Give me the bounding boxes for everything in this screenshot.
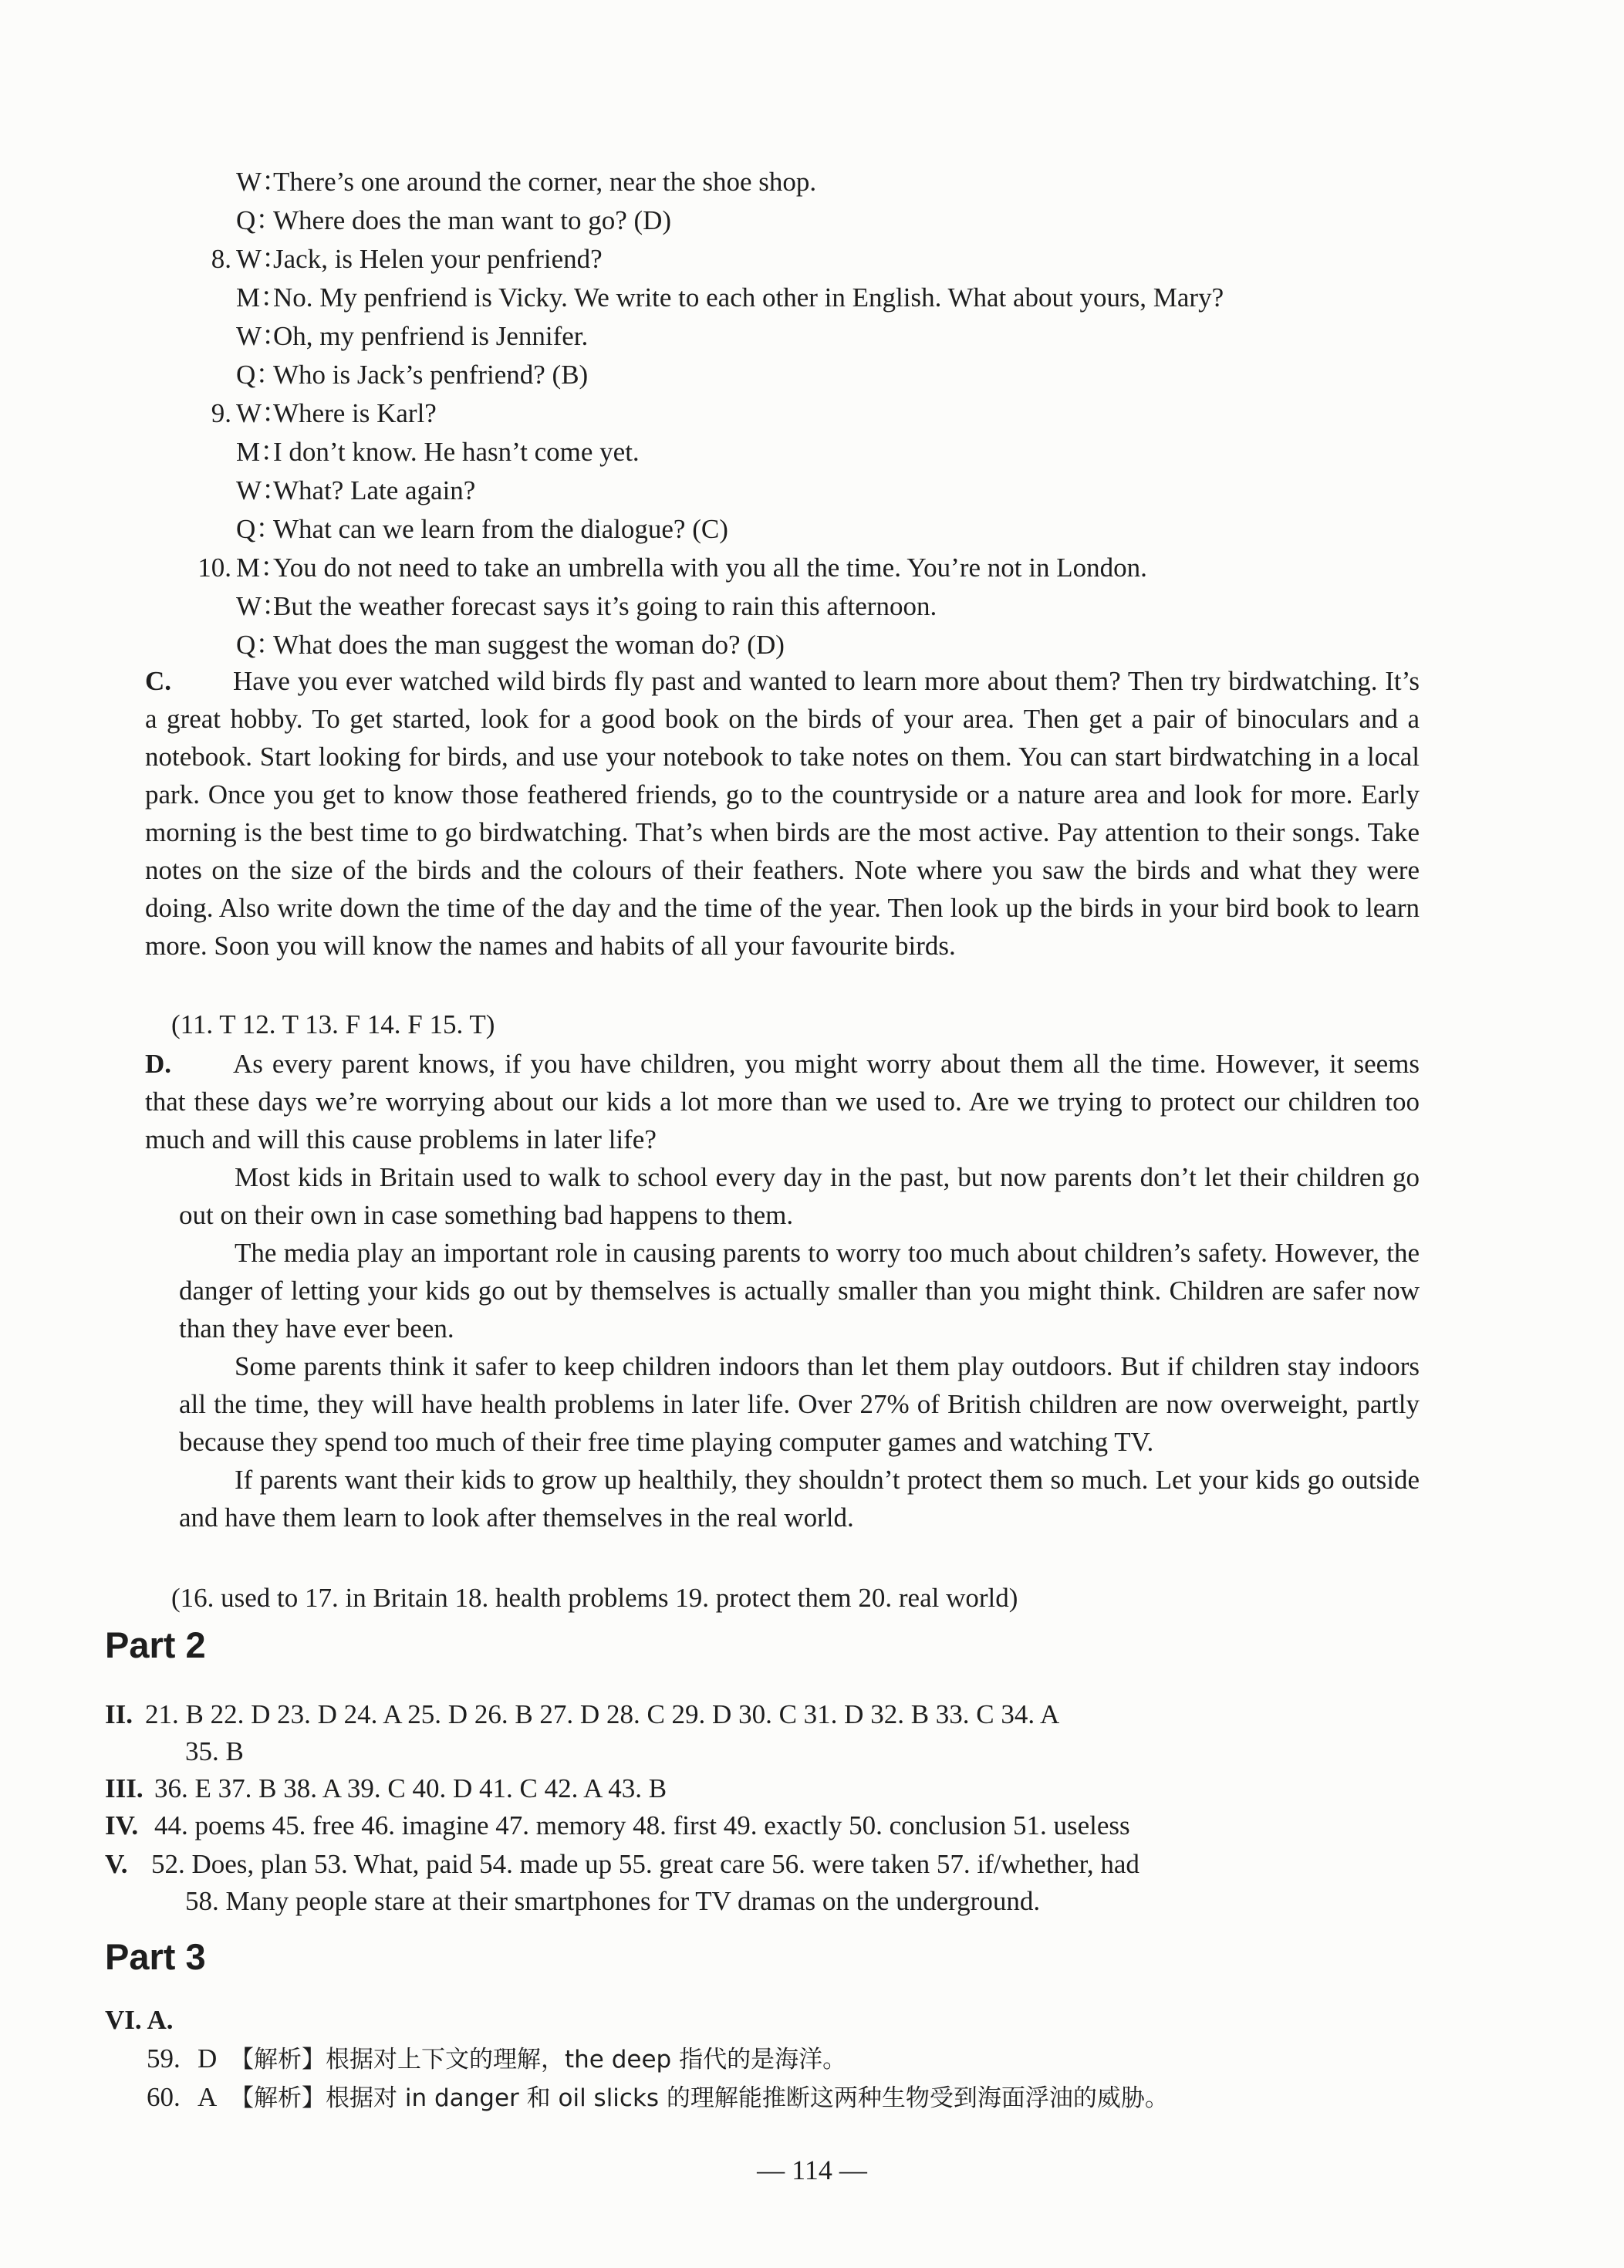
answer-letter: A (198, 2082, 218, 2112)
part-3-heading: Part 3 (105, 1936, 206, 1977)
paragraph (145, 1045, 1420, 1158)
row-answers: 21. B 22. D 23. D 24. A 25. D 26. B 27. D 28. C 29. D 30. C 31. D 32. B 33. C 34. A (145, 1699, 1060, 1729)
dialogue-text: Jack, is Helen your penfriend? (273, 244, 603, 274)
dialogue-line (184, 397, 437, 431)
dialogue-text: But the weather forecast says it’s going to rain this afternoon. (273, 591, 937, 621)
speaker-label: W： (236, 167, 289, 197)
explanation-text: 【解析】根据对 in danger 和 oil slicks 的理解能推断这两种生物受到海面浮油的威胁。 (230, 2084, 1169, 2112)
answer-row (105, 1698, 1059, 1732)
explanation-text: 【解析】根据对上下文的理解，the deep 指代的是海洋。 (230, 2046, 847, 2074)
question-number: 10. (198, 553, 231, 583)
answer-letter: D (198, 2043, 218, 2074)
dialogue-line (184, 628, 785, 662)
dialogue-text: There’s one around the corner, near the shoe shop. (273, 167, 817, 197)
question-number: 9. (211, 398, 231, 428)
dialogue-text: Where is Karl? (273, 398, 437, 428)
speaker-label: W： (236, 475, 289, 505)
row-label: III. (105, 1773, 143, 1803)
speaker-label: Q： (236, 514, 283, 544)
dialogue-text: What? Late again? (273, 475, 476, 505)
question-number: 8. (211, 244, 231, 274)
speaker-label: W： (236, 321, 289, 351)
dialogue-text: No. My penfriend is Vicky. We write to each other in English. What about yours, Mary? (273, 282, 1224, 313)
speaker-label: Q： (236, 630, 283, 660)
answer-row (105, 1772, 667, 1806)
dialogue-text: I don’t know. He hasn’t come yet. (273, 437, 640, 467)
answer-row (105, 1847, 1140, 1881)
row-answers: 36. E 37. B 38. A 39. C 40. D 41. C 42. A 43. B (154, 1773, 667, 1803)
answer-row (105, 1735, 244, 1769)
dialogue-line (184, 590, 937, 624)
dialogue-line (184, 512, 728, 546)
speaker-label: Q： (236, 205, 283, 235)
dialogue-line (184, 358, 588, 392)
speaker-label: M： (236, 282, 288, 313)
row-answers: 44. poems 45. free 46. imagine 47. memory 48. first 49. exactly 50. conclusion 51. useless (154, 1810, 1130, 1840)
section-d-passage (145, 1045, 1420, 1536)
dialogue-line (184, 319, 588, 353)
paragraph-text: As every parent knows, if you have children, you might worry about them all the time. However, it seems that these days we’re worrying about our kids a lot more than we used to. Are we trying to protect our children too much and will this cause problems in later life? (145, 1049, 1420, 1154)
row-label: IV. (105, 1810, 139, 1840)
speaker-label: M： (236, 437, 288, 467)
speaker-label: M： (236, 553, 288, 583)
dialogue-text: What does the man suggest the woman do? (D) (273, 630, 785, 660)
answer-row (105, 1809, 1130, 1843)
answer-row (105, 1884, 1040, 1918)
paragraph: Most kids in Britain used to walk to school every day in the past, but now parents don’t let their children go out on their own in case something bad happens to them. (179, 1162, 1420, 1230)
paragraph: The media play an important role in causing parents to worry too much about children’s safety. However, the danger of letting your kids go out by themselves is actually smaller than you might think. Children are safer now than they have ever been. (179, 1238, 1420, 1344)
dialogue-line (184, 204, 671, 238)
explanation-item (147, 2080, 1169, 2115)
dialogue-line (184, 551, 1147, 585)
section-d-answers: (16. used to 17. in Britain 18. health problems 19. protect them 20. real world) (171, 1583, 1018, 1613)
dialogue-text: What can we learn from the dialogue? (C) (273, 514, 728, 544)
paragraph: Some parents think it safer to keep children indoors than let them play outdoors. But if children stay indoors all the time, they will have health problems in later life. Over 27% of British children are now overweight, partly because they spend too much of their free time playing computer games and watching TV. (179, 1351, 1420, 1457)
speaker-label: W： (236, 244, 289, 274)
dialogue-text: Where does the man want to go? (D) (273, 205, 672, 235)
speaker-label: W： (236, 398, 289, 428)
row-answers: 52. Does, plan 53. What, paid 54. made up 55. great care 56. were taken 57. if/whether, had (151, 1849, 1140, 1879)
section-label: C. (145, 666, 172, 696)
dialogue-text: Oh, my penfriend is Jennifer. (273, 321, 589, 351)
explanation-item (147, 2042, 846, 2077)
section-vi-label: VI. A. (105, 2005, 174, 2035)
question-number: 60. (147, 2082, 181, 2112)
section-c-answers: (11. T 12. T 13. F 14. F 15. T) (171, 1009, 495, 1039)
passage-text: Have you ever watched wild birds fly past and wanted to learn more about them? Then try birdwatching. It’s a great hobby. To get started, look for a good book on the birds of your area. Then get a pair of binoculars and a notebook. Start looking for birds, and use your notebook to take notes on them. You can start birdwatching in a local park. Once you get to know those feathered friends, go to the countryside or a nature area and look for more. Early morning is the best time to go birdwatching. That’s when birds are the most active. Pay attention to their songs. Take notes on the size of the birds and the colours of their feathers. Note where you saw the birds and what they were doing. Also write down the time of the day and the time of the year. Then look up the birds in your bird book to learn more. Soon you will know the names and habits of all your favourite birds. (145, 666, 1420, 961)
question-number: 59. (147, 2043, 181, 2074)
row-answers: 58. Many people stare at their smartphones for TV dramas on the underground. (185, 1886, 1041, 1916)
dialogue-line (184, 242, 603, 276)
row-label: V. (105, 1849, 128, 1879)
dialogue-line (184, 281, 1224, 315)
dialogue-line (184, 435, 640, 469)
dialogue-text: Who is Jack’s penfriend? (B) (273, 360, 589, 390)
dialogue-text: You do not need to take an umbrella with you all the time. You’re not in London. (273, 553, 1147, 583)
dialogue-line (184, 474, 475, 508)
row-answers: 35. B (185, 1736, 244, 1766)
speaker-label: Q： (236, 360, 283, 390)
page-number: — 114 — (757, 2155, 867, 2185)
row-label: II. (105, 1699, 133, 1729)
section-label: D. (145, 1049, 172, 1079)
dialogue-line (184, 165, 816, 199)
section-c-passage (145, 662, 1420, 965)
part-2-heading: Part 2 (105, 1624, 206, 1665)
speaker-label: W： (236, 591, 289, 621)
paragraph: If parents want their kids to grow up healthily, they shouldn’t protect them so much. Let your kids go outside and have them learn to look after themselves in the real world. (179, 1465, 1420, 1533)
